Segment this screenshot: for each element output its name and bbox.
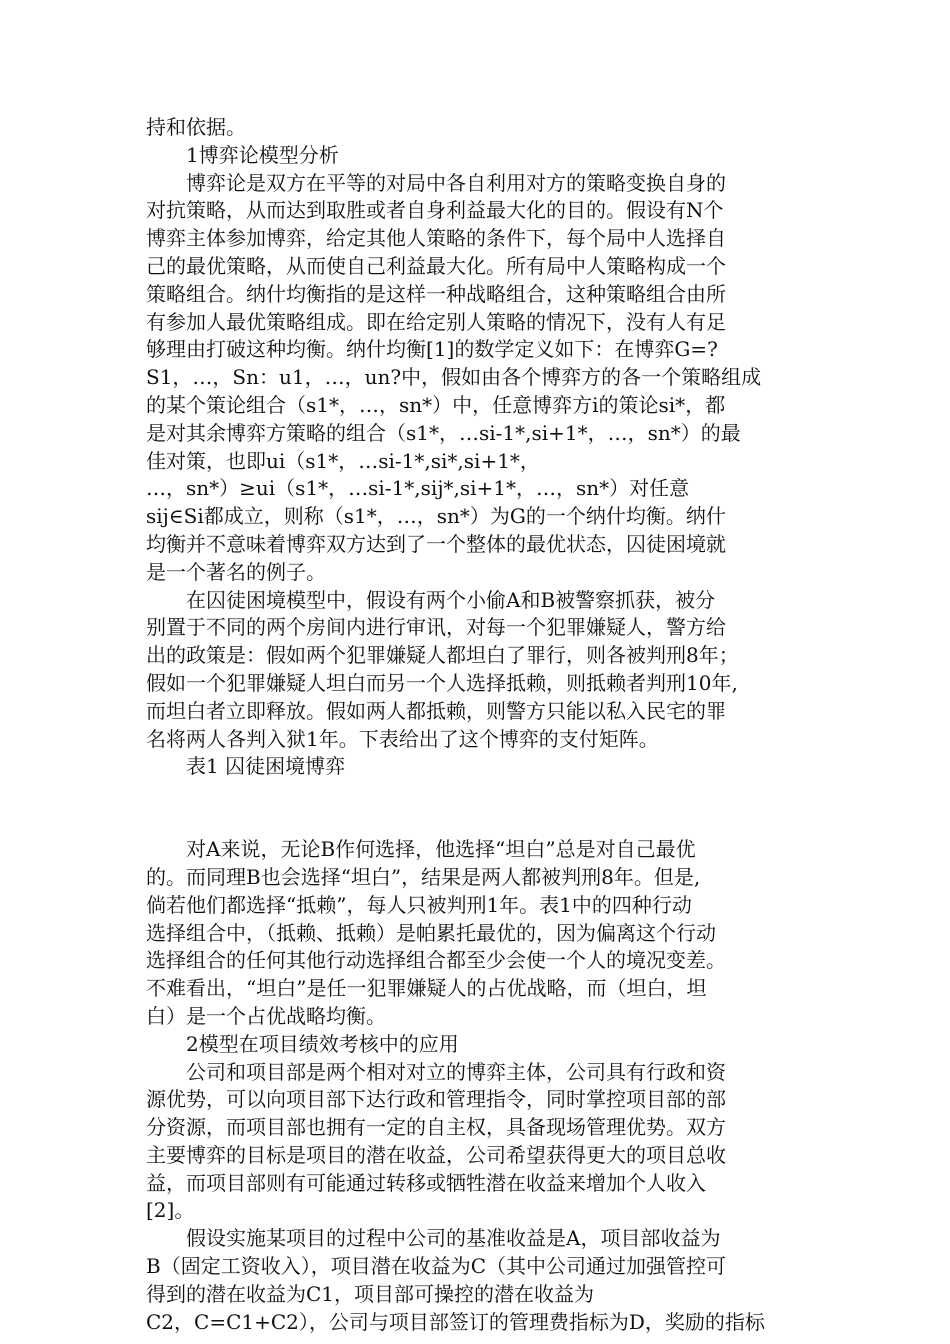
text-block-top [146,114,826,781]
text-line: 主要博弈的目标是项目的潜在收益，公司希望获得更大的项目总收 [146,1142,726,1167]
table-placeholder [146,781,826,836]
text-line: 对抗策略，从而达到取胜或者自身利益最大化的目的。假设有N个 [146,198,724,223]
text-line: 佳对策，也即ui（s1*，…si-1*,si*,si+1*， [146,448,540,473]
text-line: B（固定工资收入），项目潜在收益为C（其中公司通过加强管控可 [146,1254,726,1279]
text-line: 不难看出，“坦白”是任一犯罪嫌疑人的占优战略，而（坦白，坦 [146,976,707,1001]
text-line: 持和依据。 [146,115,246,139]
text-line: 假设实施某项目的过程中公司的基准收益是A，项目部收益为 [186,1226,721,1251]
text-line: 有参加人最优策略组成。即在给定别人策略的情况下，没有人有足 [146,309,726,334]
text-line: 而坦白者立即释放。假如两人都抵赖，则警方只能以私入民宅的罪 [146,698,726,723]
text-line: 益，而项目部则有可能通过转移或牺牲潜在收益来增加个人收入 [146,1170,706,1195]
text-line: 博弈论是双方在平等的对局中各自利用对方的策略变换自身的 [186,170,726,195]
text-line: 己的最优策略，从而使自己利益最大化。所有局中人策略构成一个 [146,253,726,278]
text-line: 选择组合中，（抵赖、抵赖）是帕累托最优的，因为偏离这个行动 [146,920,716,945]
text-line: 选择组合的任何其他行动选择组合都至少会使一个人的境况变差。 [146,948,726,973]
text-line: 策略组合。纳什均衡指的是这样一种战略组合，这种策略组合由所 [146,281,726,306]
text-line: 出的政策是：假如两个犯罪嫌疑人都坦白了罪行，则各被判刑8年； [146,643,739,668]
text-line: 公司和项目部是两个相对对立的博弈主体，公司具有行政和资 [186,1059,726,1084]
text-line: 表1 囚徒困境博弈 [186,754,346,779]
text-line: 博弈主体参加博弈，给定其他人策略的条件下，每个局中人选择自 [146,226,726,251]
text-line: 对A来说，无论B作何选择，他选择“坦白”总是对自己最优 [186,837,696,862]
text-line: 的某个策论组合（s1*，…，sn*）中，任意博弈方i的策论si*，都 [146,392,726,417]
text-line: 白）是一个占优战略均衡。 [146,1003,386,1028]
text-line: 2模型在项目绩效考核中的应用 [186,1031,459,1056]
text-line: 别置于不同的两个房间内进行审讯，对每一个犯罪嫌疑人，警方给 [146,615,726,640]
text-line: 名将两人各判入狱1年。下表给出了这个博弈的支付矩阵。 [146,726,659,751]
text-line: C2，C=C1+C2），公司与项目部签订的管理费指标为D，奖励的指标 [146,1309,765,1334]
text-line: 得到的潜在收益为C1，项目部可操控的潜在收益为 [146,1281,595,1306]
text-line: …，sn*）≥ui（s1*，…si-1*,sij*,si+1*，…，sn*）对任意 [146,476,690,501]
text-line: 假如一个犯罪嫌疑人坦白而另一个人选择抵赖，则抵赖者判刑10年, [146,670,738,695]
text-line: sij∈Si都成立，则称（s1*，…，sn*）为G的一个纳什均衡。纳什 [146,504,726,529]
text-line: 是对其余博弈方策略的组合（s1*，…si-1*,si+1*，…，sn*）的最 [146,420,741,445]
text-block-bottom [146,836,826,1336]
text-line: 在囚徒困境模型中，假设有两个小偷A和B被警察抓获，被分 [186,587,716,612]
text-line: 倘若他们都选择“抵赖”，每人只被判刑1年。表1中的四种行动 [146,892,692,917]
text-line: 够理由打破这种均衡。纳什均衡[1]的数学定义如下：在博弈G=? [146,337,718,362]
text-line: 的。而同理B也会选择“坦白”，结果是两人都被判刑8年。但是, [146,864,701,889]
text-line: 分资源，而项目部也拥有一定的自主权，具备现场管理优势。双方 [146,1115,726,1140]
text-line: 源优势，可以向项目部下达行政和管理指令，同时掌控项目部的部 [146,1087,726,1112]
text-line: 是一个著名的例子。 [146,559,326,584]
text-line: [2]。 [146,1198,195,1223]
text-line: S1，…，Sn：u1，…，un?中，假如由各个博弈方的各一个策略组成 [146,365,762,390]
document-body [146,114,826,1336]
text-line: 均衡并不意味着博弈双方达到了一个整体的最优状态，囚徒困境就 [146,531,726,556]
text-line: 1博弈论模型分析 [186,142,339,167]
